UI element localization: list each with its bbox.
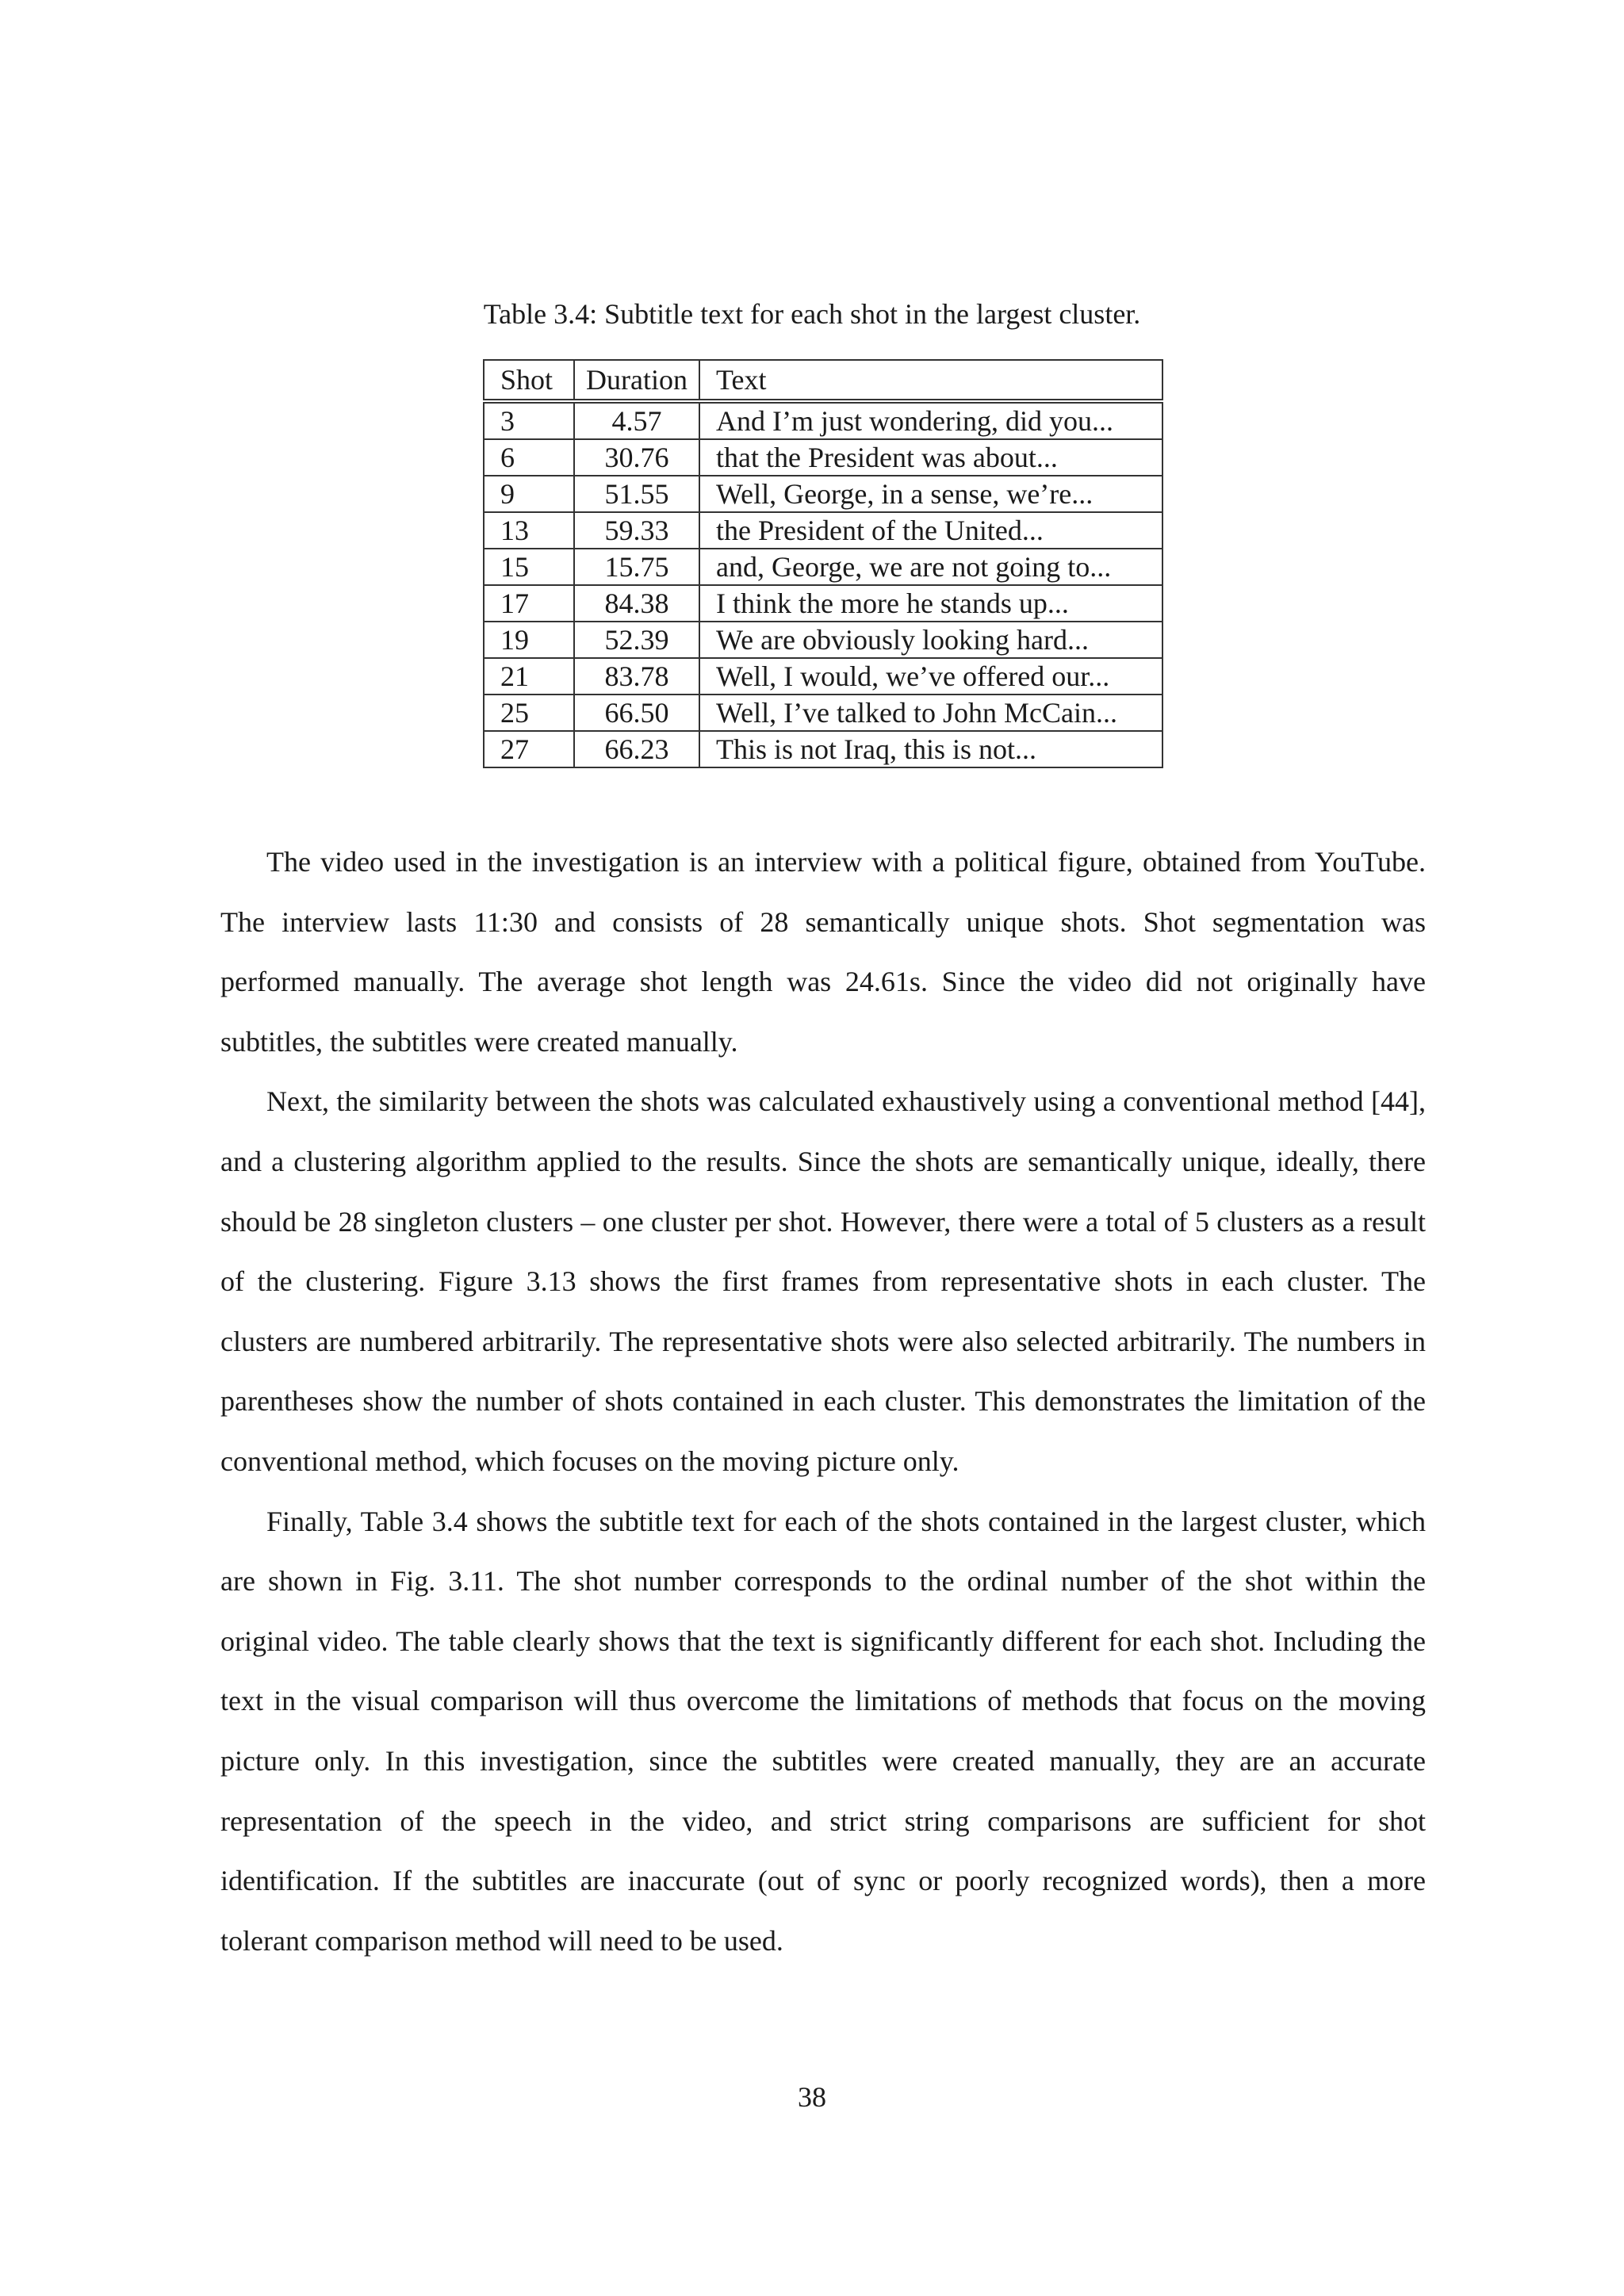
cell-duration: 51.55 — [574, 476, 699, 512]
cell-text: I think the more he stands up... — [699, 585, 1162, 622]
cell-duration: 66.50 — [574, 695, 699, 731]
cell-duration: 59.33 — [574, 512, 699, 549]
cell-text: Well, I’ve talked to John McCain... — [699, 695, 1162, 731]
table-caption: Table 3.4: Subtitle text for each shot in the largest cluster. — [483, 298, 1141, 330]
cell-duration: 66.23 — [574, 731, 699, 767]
paragraph: The video used in the investigation is an interview with a political figure, obtained from YouTube. The interview lasts 11:30 and consists of 28 semantically unique shots. Shot segmentation was performed manually. The average shot length was 24.61s. Since the video did not originally have subtitles, the subtitles were created manually. — [220, 846, 1426, 1058]
cell-shot: 25 — [484, 695, 574, 731]
table-row — [484, 401, 1162, 439]
paragraph: Finally, Table 3.4 shows the subtitle text for each of the shots contained in the largest cluster, which are shown in Fig. 3.11. The shot number corresponds to the ordinal number of the shot within the original video. The table clearly shows that the text is significantly different for each shot. Including the text in the visual comparison will thus overcome the limitations of methods that focus on the moving picture only. In this investigation, since the subtitles were created manually, they are an accurate representation of the speech in the video, and strict string comparisons are sufficient for shot identification. If the subtitles are inaccurate (out of sync or poorly recognized words), then a more tolerant comparison method will need to be used. — [220, 1505, 1426, 1957]
cell-text: that the President was about... — [699, 439, 1162, 476]
cell-shot: 19 — [484, 622, 574, 658]
cell-shot: 21 — [484, 658, 574, 695]
table-row — [484, 695, 1162, 731]
cell-shot: 3 — [484, 401, 574, 439]
cell-shot: 17 — [484, 585, 574, 622]
table-row — [484, 512, 1162, 549]
subtitle-table — [483, 359, 1163, 768]
body-text — [220, 832, 1426, 1971]
table-row — [484, 476, 1162, 512]
cell-shot: 6 — [484, 439, 574, 476]
cell-shot: 27 — [484, 731, 574, 767]
cell-text: We are obviously looking hard... — [699, 622, 1162, 658]
cell-shot: 15 — [484, 549, 574, 585]
page-number: 38 — [798, 2081, 826, 2113]
cell-shot: 13 — [484, 512, 574, 549]
cell-duration: 30.76 — [574, 439, 699, 476]
cell-text: Well, I would, we’ve offered our... — [699, 658, 1162, 695]
header-shot: Shot — [484, 360, 574, 401]
table-row — [484, 549, 1162, 585]
paragraph: Next, the similarity between the shots was calculated exhaustively using a conventional method [44], and a clustering algorithm applied to the results. Since the shots are semantically unique, ideally, there should be 28 singleton clusters – one cluster per shot. However, there were a total of 5 clusters as a result of the clustering. Figure 3.13 shows the first frames from representative shots in each cluster. The clusters are numbered arbitrarily. The representative shots were also selected arbitrarily. The numbers in parentheses show the number of shots contained in each cluster. This demonstrates the limitation of the conventional method, which focuses on the moving picture only. — [220, 1085, 1426, 1477]
header-text: Text — [699, 360, 1162, 401]
table-row — [484, 731, 1162, 767]
cell-duration: 15.75 — [574, 549, 699, 585]
table-row — [484, 439, 1162, 476]
cell-duration: 84.38 — [574, 585, 699, 622]
cell-duration: 52.39 — [574, 622, 699, 658]
cell-text: the President of the United... — [699, 512, 1162, 549]
table-row — [484, 585, 1162, 622]
table-header-row — [484, 360, 1162, 401]
cell-text: This is not Iraq, this is not... — [699, 731, 1162, 767]
cell-shot: 9 — [484, 476, 574, 512]
cell-text: and, George, we are not going to... — [699, 549, 1162, 585]
table-row — [484, 658, 1162, 695]
table-row — [484, 622, 1162, 658]
cell-duration: 4.57 — [574, 401, 699, 439]
header-duration: Duration — [574, 360, 699, 401]
cell-text: Well, George, in a sense, we’re... — [699, 476, 1162, 512]
cell-duration: 83.78 — [574, 658, 699, 695]
cell-text: And I’m just wondering, did you... — [699, 401, 1162, 439]
